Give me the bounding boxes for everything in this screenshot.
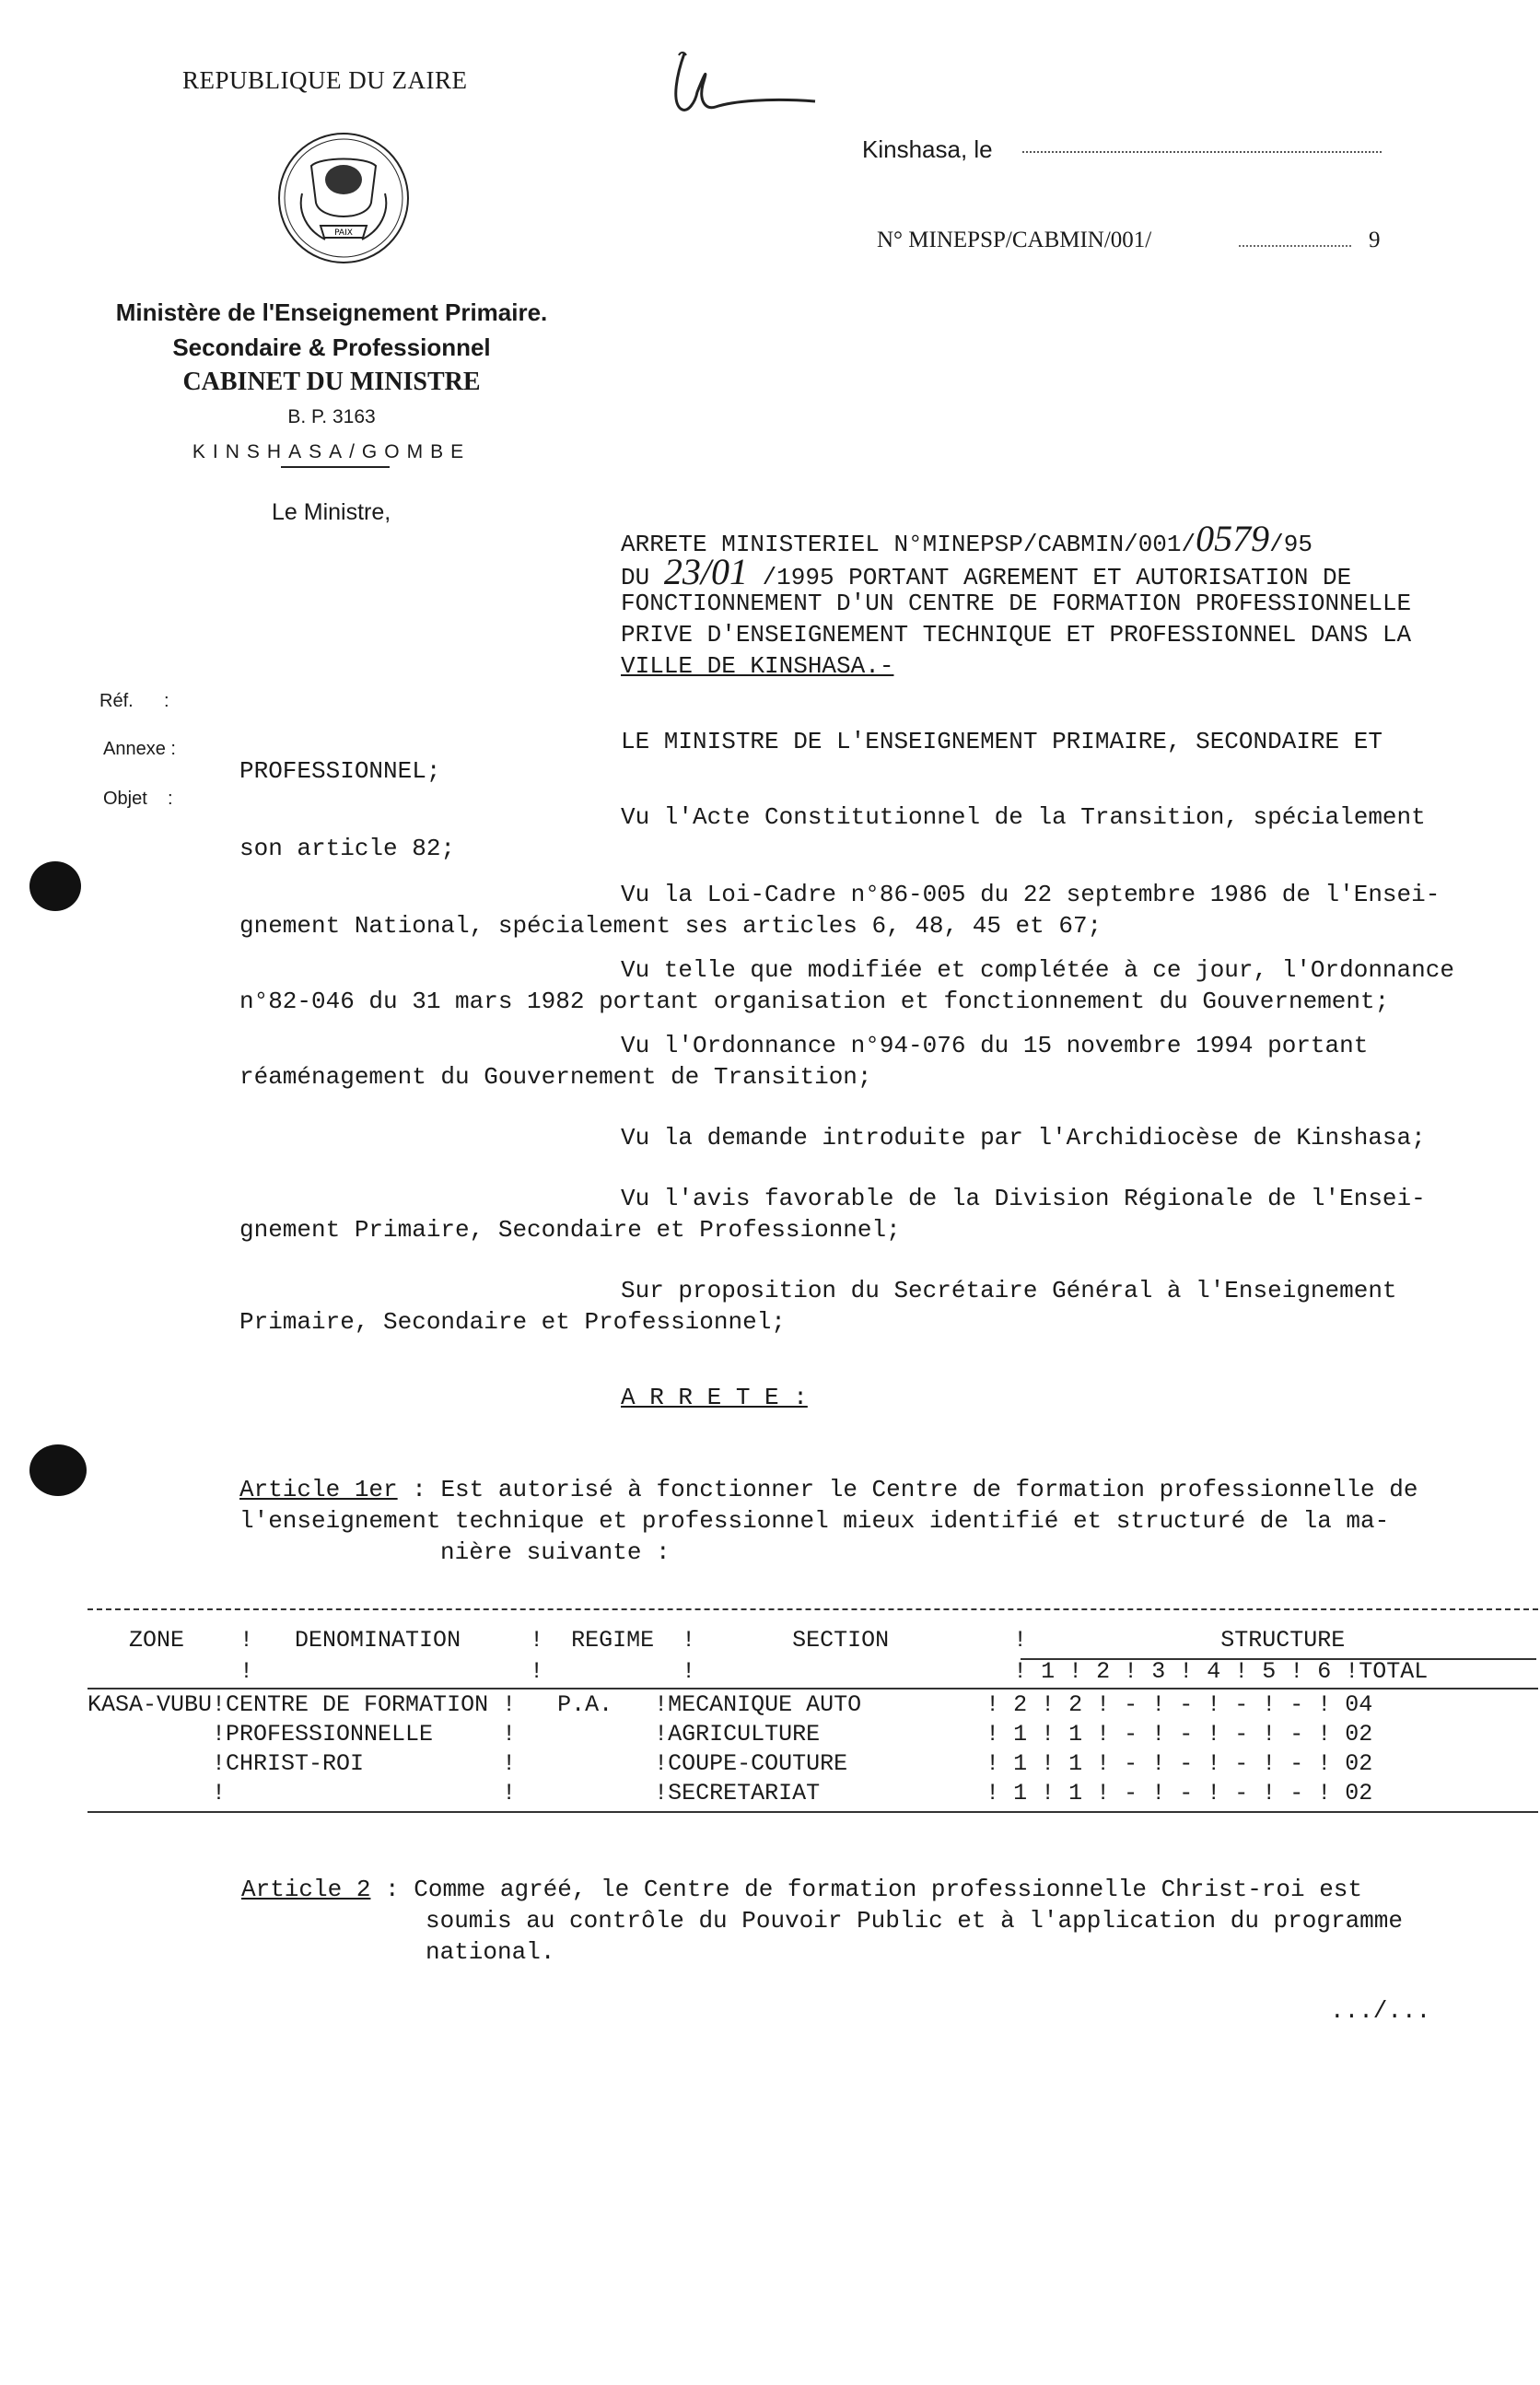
- preamble-line: Vu telle que modifiée et complétée à ce jour, l'Ordonnance: [621, 956, 1454, 984]
- preamble-line: Vu l'Ordonnance n°94-076 du 15 novembre 1994 portant: [621, 1032, 1369, 1059]
- postal-box: B. P. 3163: [287, 406, 376, 427]
- handwritten-number: 0579: [1196, 518, 1270, 559]
- annexe-label: Annexe :: [103, 739, 176, 759]
- table-bottom-rule: [88, 1811, 1538, 1813]
- table-row: !PROFESSIONNELLE ! !AGRICULTURE ! 1 ! 1 ! - ! - ! - ! - ! 02: [88, 1721, 1373, 1748]
- table-row: ! ! !SECRETARIAT ! 1 ! 1 ! - ! - ! - ! - ! 02: [88, 1780, 1373, 1806]
- preamble-line: Primaire, Secondaire et Professionnel;: [239, 1308, 786, 1336]
- article1-text: : Est autorisé à fonctionner le Centre de formation professionnelle de: [397, 1476, 1418, 1503]
- le-ministre-label: Le Ministre,: [272, 499, 391, 525]
- republic-heading: REPUBLIQUE DU ZAIRE: [182, 66, 468, 94]
- article1-line3: nière suivante :: [440, 1538, 671, 1566]
- divider: [281, 466, 390, 468]
- table-row: !CHRIST-ROI ! !COUPE-COUTURE ! 1 ! 1 ! - ! - ! - ! - ! 02: [88, 1750, 1373, 1777]
- date-dotted-line: [1022, 151, 1382, 153]
- punch-hole: [29, 1444, 87, 1496]
- article1-label: Article 1er: [239, 1476, 398, 1503]
- table-row: KASA-VUBU!CENTRE DE FORMATION ! P.A. !MECANIQUE AUTO ! 2 ! 2 ! - ! - ! - ! - ! 04: [88, 1691, 1373, 1718]
- article2-line2: soumis au contrôle du Pouvoir Public et à l'application du programme: [426, 1907, 1403, 1935]
- kinshasa-date-label: Kinshasa, le: [862, 135, 993, 163]
- preamble-line: Sur proposition du Secrétaire Général à l'Enseignement: [621, 1277, 1397, 1304]
- article1-line1: [239, 1474, 1418, 1505]
- ref-label: Réf. :: [99, 691, 169, 711]
- article2-label: Article 2: [241, 1876, 371, 1903]
- continuation-mark: .../...: [1330, 1997, 1431, 2025]
- title-line3: FONCTIONNEMENT D'UN CENTRE DE FORMATION PROFESSIONNELLE: [621, 590, 1412, 617]
- city-line: KINSHASA/GOMBE: [192, 441, 472, 462]
- table-top-rule: [88, 1608, 1538, 1610]
- preamble-line: gnement Primaire, Secondaire et Professionnel;: [239, 1216, 901, 1244]
- preamble-line: Vu l'avis favorable de la Division Régionale de l'Ensei-: [621, 1185, 1426, 1212]
- ministry-line1: Ministère de l'Enseignement Primaire.: [115, 298, 548, 326]
- preamble-line: PROFESSIONNEL;: [239, 757, 441, 785]
- cabinet-title: CABINET DU MINISTRE: [182, 368, 481, 396]
- coat-of-arms-emblem: [274, 129, 413, 267]
- title-text: DU: [621, 564, 650, 591]
- preamble-line: Vu la Loi-Cadre n°86-005 du 22 septembre 1986 de l'Ensei-: [621, 881, 1441, 908]
- preamble-line: réaménagement du Gouvernement de Transition;: [239, 1063, 872, 1091]
- svg-text:PAIX: PAIX: [334, 228, 353, 238]
- objet-label: Objet :: [103, 789, 173, 809]
- reference-tail: 9: [1369, 228, 1381, 252]
- article2-text: : Comme agréé, le Centre de formation professionnelle Christ-roi est: [370, 1876, 1363, 1903]
- title-line4: PRIVE D'ENSEIGNEMENT TECHNIQUE ET PROFESSIONNEL DANS LA: [621, 621, 1412, 649]
- article1-line2: l'enseignement technique et professionnel mieux identifié et structuré de la ma-: [239, 1507, 1390, 1535]
- title-text: ARRETE MINISTERIEL N°MINEPSP/CABMIN/001/: [621, 531, 1196, 558]
- reference-dotted-line: [1239, 245, 1351, 247]
- table-header-rule: [88, 1688, 1538, 1689]
- preamble-line: LE MINISTRE DE L'ENSEIGNEMENT PRIMAIRE, SECONDAIRE ET: [621, 728, 1382, 755]
- title-line5: VILLE DE KINSHASA.-: [621, 652, 894, 680]
- ministry-line2: Secondaire & Professionnel: [172, 333, 491, 361]
- arrete-heading: A R R E T E :: [621, 1384, 808, 1411]
- handwritten-date: 23/01: [663, 551, 748, 592]
- preamble-line: Vu la demande introduite par l'Archidiocèse de Kinshasa;: [621, 1124, 1426, 1152]
- title-text: /1995 PORTANT AGREMENT ET AUTORISATION DE: [762, 564, 1352, 591]
- preamble-line: son article 82;: [239, 835, 456, 862]
- table-subheader: ! ! ! ! 1 ! 2 ! 3 ! 4 ! 5 ! 6 !TOTAL: [88, 1658, 1429, 1685]
- preamble-line: gnement National, spécialement ses articles 6, 48, 45 et 67;: [239, 912, 1102, 940]
- ministry-block: [55, 295, 608, 470]
- punch-hole: [29, 861, 81, 911]
- article2-line1: [241, 1874, 1362, 1905]
- title-text: /95: [1269, 531, 1312, 558]
- table-header: ZONE ! DENOMINATION ! REGIME ! SECTION ! STRUCTURE: [88, 1627, 1346, 1654]
- handwritten-initials: [668, 46, 824, 120]
- preamble-line: n°82-046 du 31 mars 1982 portant organisation et fonctionnement du Gouvernement;: [239, 988, 1390, 1015]
- article2-line3: national.: [426, 1938, 555, 1966]
- reference-number: N° MINEPSP/CABMIN/001/: [877, 228, 1152, 252]
- preamble-line: Vu l'Acte Constitutionnel de la Transition, spécialement: [621, 803, 1426, 831]
